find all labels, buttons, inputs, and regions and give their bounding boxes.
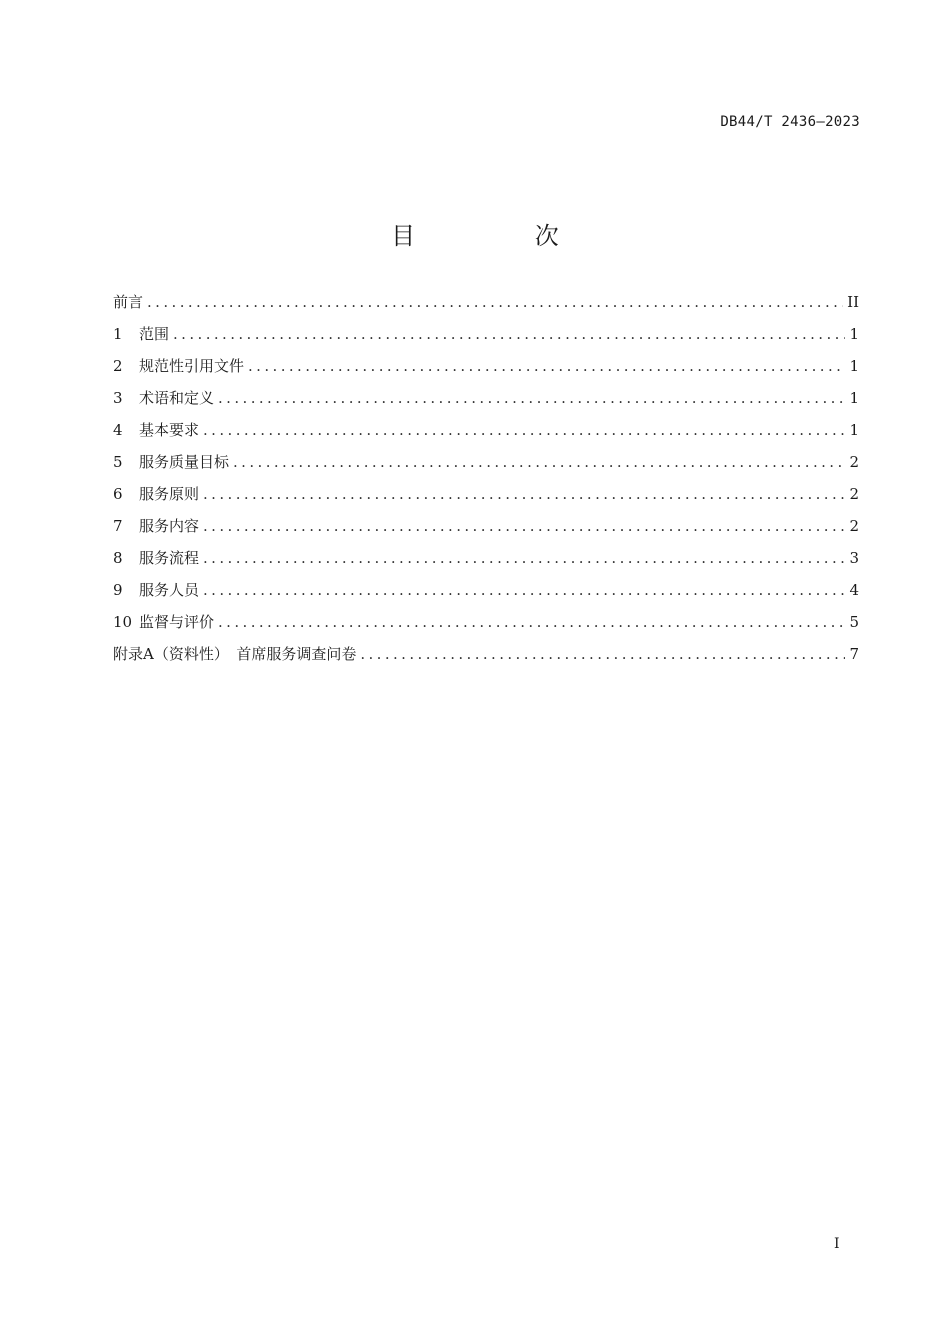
toc-entry-label: 附录A（资料性） 首席服务调查问卷 — [113, 645, 357, 663]
toc-entry-number: 2 — [113, 357, 123, 375]
toc-entry-foreword[interactable] — [113, 286, 859, 318]
toc-entry-label: 服务流程 — [139, 549, 200, 567]
toc-title: 目 次 — [391, 222, 615, 251]
toc-entry-number: 6 — [113, 485, 123, 503]
toc-entry-page: 4 — [849, 581, 859, 599]
toc-dot-leader — [203, 510, 845, 542]
page-number: I — [834, 1236, 840, 1252]
toc-entry-service-personnel[interactable] — [113, 574, 859, 606]
toc-dot-leader — [248, 350, 845, 382]
toc-dot-leader — [203, 414, 845, 446]
toc-entry-label: 前言 — [113, 293, 144, 311]
toc-entry-number: 10 — [113, 613, 133, 631]
toc-dot-leader — [203, 574, 845, 606]
toc-entry-page: 7 — [849, 645, 859, 663]
toc-entry-appendix-a[interactable] — [113, 638, 859, 670]
toc-dot-leader — [203, 478, 845, 510]
toc-entry-number: 8 — [113, 549, 123, 567]
toc-entry-basic-requirements[interactable] — [113, 414, 859, 446]
toc-entry-number: 9 — [113, 581, 123, 599]
toc-entry-number: 4 — [113, 421, 123, 439]
toc-entry-supervision-evaluation[interactable] — [113, 606, 859, 638]
toc-entry-label: 服务质量目标 — [139, 453, 230, 471]
toc-entry-service-process[interactable] — [113, 542, 859, 574]
toc-entry-service-principles[interactable] — [113, 478, 859, 510]
toc-entry-page: 1 — [849, 325, 859, 343]
toc-entry-page: 2 — [849, 453, 859, 471]
toc-dot-leader — [233, 446, 845, 478]
toc-entry-label: 范围 — [139, 325, 170, 343]
toc-entry-number: 3 — [113, 389, 123, 407]
toc-entry-number: 1 — [113, 325, 123, 343]
document-code: DB44/T 2436—2023 — [720, 114, 860, 130]
toc-entry-number: 7 — [113, 517, 123, 535]
toc-entry-normative-references[interactable] — [113, 350, 859, 382]
toc-entry-label: 规范性引用文件 — [139, 357, 245, 375]
toc-entry-page: 2 — [849, 517, 859, 535]
toc-entry-page: 2 — [849, 485, 859, 503]
toc-entry-page: II — [847, 293, 859, 311]
toc-entry-label: 服务原则 — [139, 485, 200, 503]
toc-entry-label: 服务人员 — [139, 581, 200, 599]
toc-entry-page: 1 — [849, 389, 859, 407]
toc-dot-leader — [218, 606, 845, 638]
toc-entry-label: 术语和定义 — [139, 389, 215, 407]
toc-entry-page: 5 — [849, 613, 859, 631]
toc-dot-leader — [360, 638, 845, 670]
toc-entry-page: 3 — [849, 549, 859, 567]
toc-entry-page: 1 — [849, 421, 859, 439]
toc-entry-label: 基本要求 — [139, 421, 200, 439]
toc-entry-service-quality-goals[interactable] — [113, 446, 859, 478]
toc-entry-label: 监督与评价 — [139, 613, 215, 631]
toc-entry-scope[interactable] — [113, 318, 859, 350]
toc-entry-page: 1 — [849, 357, 859, 375]
toc-entry-terms-definitions[interactable] — [113, 382, 859, 414]
toc-dot-leader — [203, 542, 845, 574]
toc-entry-number: 5 — [113, 453, 123, 471]
toc-dot-leader — [147, 286, 843, 318]
toc-list — [113, 286, 859, 670]
toc-dot-leader — [218, 382, 845, 414]
toc-entry-service-content[interactable] — [113, 510, 859, 542]
toc-dot-leader — [173, 318, 845, 350]
toc-entry-label: 服务内容 — [139, 517, 200, 535]
